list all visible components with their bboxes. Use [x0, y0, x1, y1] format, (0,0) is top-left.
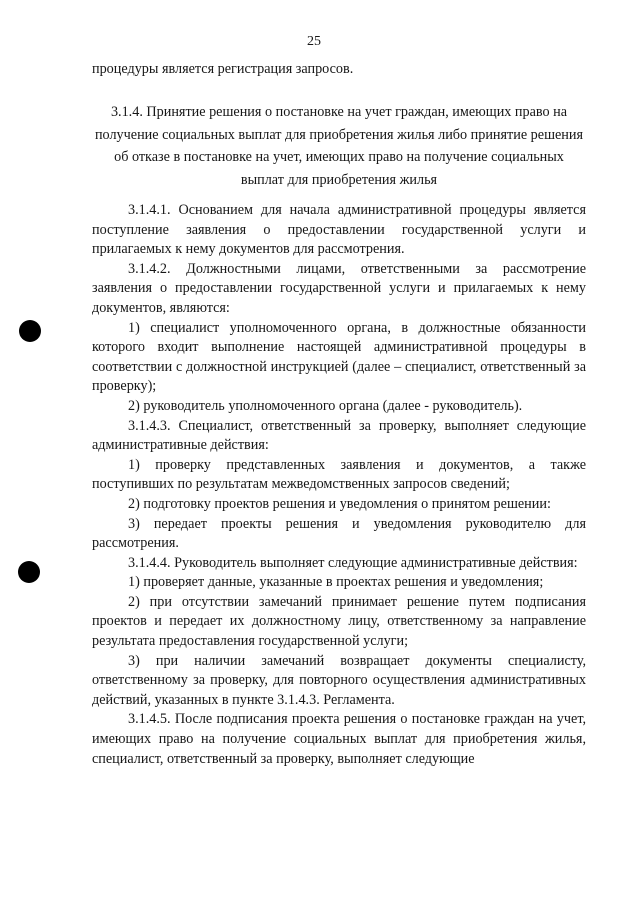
list-item: 3) при наличии замечаний возвращает документы специалисту, ответственному за проверку, для повторного осуществления административных действий, указанных в пункте 3.1.4.3. Регламента.	[92, 652, 586, 708]
list-item: 1) проверяет данные, указанные в проектах решения и уведомления;	[128, 574, 544, 591]
punch-hole	[19, 320, 41, 342]
punch-hole	[18, 561, 40, 583]
list-item: 2) при отсутствии замечаний принимает решение путем подписания проектов и передает их должностному лицу, ответственному за направление результата предоставления государственной услуги;	[92, 593, 586, 650]
paragraph-3-1-4-3: 3.1.4.3. Специалист, ответственный за проверку, выполняет следующие административные действия:	[92, 417, 586, 454]
paragraph-3-1-4-2: 3.1.4.2. Должностными лицами, ответственными за рассмотрение заявления о предоставлении государственной услуги и прилагаемых к нему документов, являются:	[92, 260, 586, 316]
list-item: 2) подготовку проектов решения и уведомления о принятом решении:	[128, 495, 551, 512]
section-heading: 3.1.4. Принятие решения о постановке на учет граждан, имеющих право на получение социальных выплат для приобретения жилья либо принятие решения об отказе в постановке на учет, имеющих право на получение социальных выплат для приобретения жилья	[94, 104, 584, 188]
list-item: 2) руководитель уполномоченного органа (далее - руководитель).	[128, 397, 523, 414]
list-item: 1) проверку представленных заявления и документов, а также поступивших по результатам межведомственных запросов сведений;	[92, 456, 586, 493]
page-number: 25	[307, 34, 321, 49]
paragraph-3-1-4-5: 3.1.4.5. После подписания проекта решения о постановке граждан на учет, имеющих право на получение социальных выплат для приобретения жилья, специалист, ответственный за проверку, выполняет следующие	[92, 711, 586, 767]
paragraph-3-1-4-1: 3.1.4.1. Основанием для начала административной процедуры является поступление заявления о предоставлении государственной услуги и прилагаемых к нему документов для рассмотрения.	[92, 202, 586, 258]
list-item: 1) специалист уполномоченного органа, в должностные обязанности которого входит выполнение настоящей административной процедуры в соответствии с должностной инструкцией (далее – специалист, ответственный за проверку);	[92, 319, 586, 395]
list-item: 3) передает проекты решения и уведомления руководителю для рассмотрения.	[92, 515, 586, 552]
lead-paragraph: процедуры является регистрация запросов.	[92, 61, 354, 77]
document-body	[92, 201, 586, 769]
paragraph-3-1-4-4: 3.1.4.4. Руководитель выполняет следующие административные действия:	[128, 554, 578, 571]
